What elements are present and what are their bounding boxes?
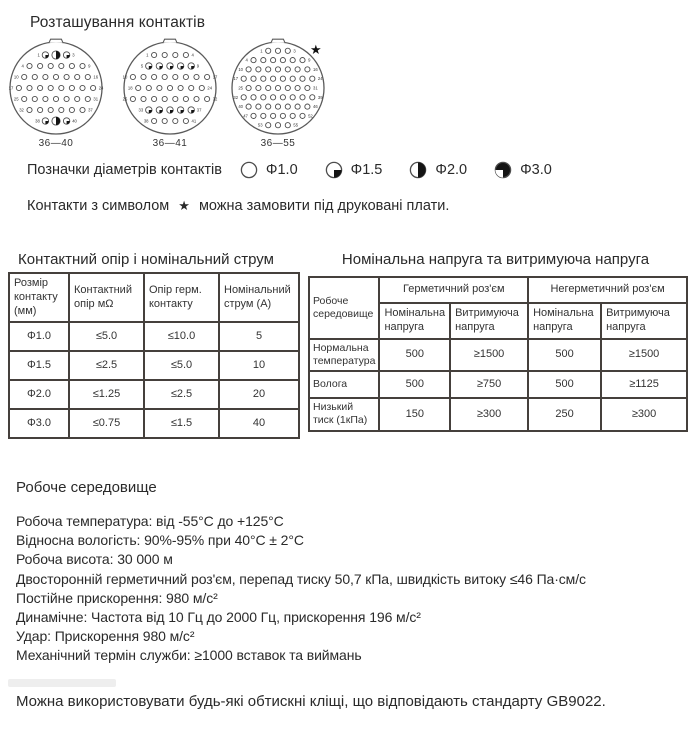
- connector-diagram-36-40: [6, 38, 106, 149]
- connector-label-36-41: 36—41: [152, 138, 188, 149]
- svg-text:37: 37: [196, 107, 202, 113]
- cell: 150: [379, 398, 450, 430]
- row-label: Низький тиск (1кПа): [309, 398, 379, 430]
- voltage-table: [308, 276, 688, 432]
- cell: Φ1.0: [9, 322, 69, 351]
- svg-text:37: 37: [88, 107, 93, 113]
- cell: ≥750: [450, 371, 528, 398]
- svg-text:39: 39: [317, 94, 323, 100]
- spec-line-altitude: Робоча висота: 30 000 м: [16, 551, 173, 568]
- svg-text:24: 24: [317, 76, 323, 82]
- cell: Φ1.5: [9, 351, 69, 380]
- legend-item-phi-1-5: [325, 161, 383, 179]
- svg-text:32: 32: [19, 107, 24, 113]
- spec-line-humidity: Відносна вологість: 90%-95% при 40°C ± 2°C: [16, 532, 304, 549]
- svg-text:25: 25: [122, 96, 128, 102]
- svg-text:4: 4: [191, 52, 194, 58]
- legend-item-phi-1-0: [240, 161, 298, 179]
- pcb-note-suffix: можна замовити під друковані плати.: [198, 198, 450, 214]
- subheader-nominal-voltage: Номінальна напруга: [379, 303, 450, 339]
- svg-text:41: 41: [191, 118, 197, 124]
- col-header-environment: Робоче середовище: [309, 277, 379, 339]
- cell: 500: [528, 371, 601, 398]
- svg-text:40: 40: [238, 104, 243, 110]
- svg-text:16: 16: [93, 74, 99, 80]
- col-header-contact-size: Розмір контакту (мм): [9, 273, 69, 322]
- phi-2-0-contact-icon: [409, 161, 427, 179]
- pcb-star-icon: ★: [310, 42, 322, 57]
- contact-layout-title: Розташування контактів: [30, 14, 206, 31]
- cell: 10: [219, 351, 299, 380]
- cell: 250: [528, 398, 601, 430]
- spec-line-temperature: Робоча температура: від -55°C до +125°C: [16, 513, 284, 529]
- svg-text:10: 10: [238, 66, 243, 72]
- cell: 500: [379, 371, 450, 398]
- spec-line-hermetic-leak: Двосторонній герметичний роз'єм, перепад тиску 50,7 кПа, швидкість витоку ≤46 Па·см/с: [16, 570, 586, 587]
- cell: 5: [219, 322, 299, 351]
- phi-1-0-contact-icon: [240, 161, 258, 179]
- group-header-non-hermetic: Негерметичний роз'єм: [528, 277, 687, 303]
- svg-text:1: 1: [260, 48, 263, 54]
- cell: ≤5.0: [69, 322, 144, 351]
- cell: 40: [219, 409, 299, 438]
- svg-text:38: 38: [143, 118, 149, 124]
- phi-1-5-label: Φ1.5: [350, 162, 383, 178]
- cell: ≤1.5: [144, 409, 219, 438]
- connector-diagram-36-41: [120, 38, 220, 149]
- spec-line-mating-cycles: Механічний термін служби: ≥1000 вставок та виймань: [16, 647, 362, 664]
- svg-text:47: 47: [243, 113, 248, 119]
- svg-text:55: 55: [293, 122, 299, 128]
- table-row: [309, 398, 687, 430]
- phi-1-0-label: Φ1.0: [265, 162, 298, 178]
- star-icon: ★: [178, 198, 190, 213]
- cell: 500: [379, 339, 450, 371]
- cell: ≤10.0: [144, 322, 219, 351]
- phi-2-0-label: Φ2.0: [435, 162, 468, 178]
- svg-text:3: 3: [72, 52, 75, 58]
- table-row: [309, 339, 687, 371]
- cell: Φ2.0: [9, 380, 69, 409]
- cell: ≤2.5: [69, 351, 144, 380]
- environment-specs: [16, 512, 586, 666]
- svg-text:9: 9: [308, 57, 311, 63]
- svg-text:1: 1: [146, 52, 149, 58]
- svg-text:38: 38: [35, 118, 40, 124]
- connector-label-36-55: 36—55: [260, 138, 296, 149]
- connector-face-36-40: [6, 38, 106, 138]
- row-label: Нормальна температура: [309, 339, 379, 371]
- svg-text:32: 32: [233, 94, 239, 100]
- svg-text:3: 3: [293, 48, 296, 54]
- phi-3-0-label: Φ3.0: [520, 162, 552, 178]
- subheader-nominal-voltage: Номінальна напруга: [528, 303, 601, 339]
- table-row: [309, 371, 687, 398]
- legend-item-phi-3-0: [494, 161, 552, 179]
- svg-text:24: 24: [207, 85, 213, 91]
- svg-text:1: 1: [37, 52, 40, 58]
- spec-line-shock: Удар: Прискорення 980 м/с²: [16, 628, 195, 645]
- svg-text:53: 53: [257, 122, 263, 128]
- legend-item-phi-2-0: [409, 161, 467, 179]
- cell: ≤5.0: [144, 351, 219, 380]
- cell: 20: [219, 380, 299, 409]
- svg-text:18: 18: [127, 85, 133, 91]
- diameter-legend: [27, 161, 579, 179]
- svg-text:40: 40: [72, 118, 77, 124]
- svg-text:9: 9: [88, 63, 91, 69]
- subheader-withstand-voltage: Витримуюча напруга: [450, 303, 528, 339]
- spec-line-vibration: Динамічне: Частота від 10 Гц до 2000 Гц, прискорення 196 м/с²: [16, 609, 421, 626]
- spec-line-acceleration: Постійне прискорення: 980 м/с²: [16, 589, 218, 606]
- connector-label-36-40: 36—40: [38, 138, 74, 149]
- voltage-table-title: Номінальна напруга та витримуюча напруга: [341, 251, 650, 268]
- scan-artifact: [8, 679, 116, 687]
- col-header-hermetic-resistance: Опір герм. контакту: [144, 273, 219, 322]
- table-row: [9, 409, 299, 438]
- row-label: Волога: [309, 371, 379, 398]
- phi-3-0-contact-icon: [494, 161, 512, 179]
- pcb-note-prefix: Контакти з символом: [27, 198, 170, 214]
- svg-text:33: 33: [138, 107, 144, 113]
- svg-text:25: 25: [238, 85, 243, 91]
- phi-1-5-contact-icon: [325, 161, 343, 179]
- voltage-group-header-row: [309, 277, 687, 303]
- col-header-rated-current: Номінальний струм (А): [219, 273, 299, 322]
- svg-text:17: 17: [233, 76, 239, 82]
- svg-text:9: 9: [196, 63, 200, 69]
- col-header-contact-resistance: Контактний опір мΩ: [69, 273, 144, 322]
- connector-face-36-41: [120, 38, 220, 138]
- svg-text:16: 16: [313, 66, 318, 72]
- svg-text:32: 32: [212, 96, 218, 102]
- cell: Φ3.0: [9, 409, 69, 438]
- resistance-table-title: Контактний опір і номінальний струм: [18, 251, 274, 268]
- svg-text:31: 31: [313, 85, 318, 91]
- cell: ≥1125: [601, 371, 687, 398]
- contact-resistance-table: [8, 272, 300, 439]
- crimp-tool-note: Можна використовувати будь-які обтискні кліщі, що відповідають стандарту GB9022.: [16, 693, 606, 710]
- svg-text:31: 31: [93, 96, 99, 102]
- cell: ≥1500: [450, 339, 528, 371]
- svg-text:52: 52: [308, 113, 313, 119]
- cell: ≤1.25: [69, 380, 144, 409]
- diameter-legend-label: Позначки діаметрів контактів: [27, 162, 222, 178]
- svg-text:17: 17: [8, 85, 14, 91]
- resistance-header-row: [9, 273, 299, 322]
- svg-text:4: 4: [21, 63, 24, 69]
- svg-text:25: 25: [13, 96, 19, 102]
- cell: ≥300: [450, 398, 528, 430]
- svg-text:46: 46: [313, 104, 318, 110]
- cell: ≥300: [601, 398, 687, 430]
- cell: ≥1500: [601, 339, 687, 371]
- cell: ≤0.75: [69, 409, 144, 438]
- table-row: [9, 322, 299, 351]
- svg-text:24: 24: [98, 85, 104, 91]
- svg-text:10: 10: [13, 74, 19, 80]
- group-header-hermetic: Герметичний роз'єм: [379, 277, 528, 303]
- cell: ≤2.5: [144, 380, 219, 409]
- environment-title: Робоче середовище: [16, 479, 157, 496]
- svg-text:10: 10: [122, 74, 128, 80]
- table-row: [9, 351, 299, 380]
- svg-text:4: 4: [245, 57, 248, 63]
- svg-text:17: 17: [212, 74, 218, 80]
- cell: 500: [528, 339, 601, 371]
- svg-text:5: 5: [140, 63, 144, 69]
- table-row: [9, 380, 299, 409]
- pcb-order-note: [27, 198, 449, 214]
- subheader-withstand-voltage: Витримуюча напруга: [601, 303, 687, 339]
